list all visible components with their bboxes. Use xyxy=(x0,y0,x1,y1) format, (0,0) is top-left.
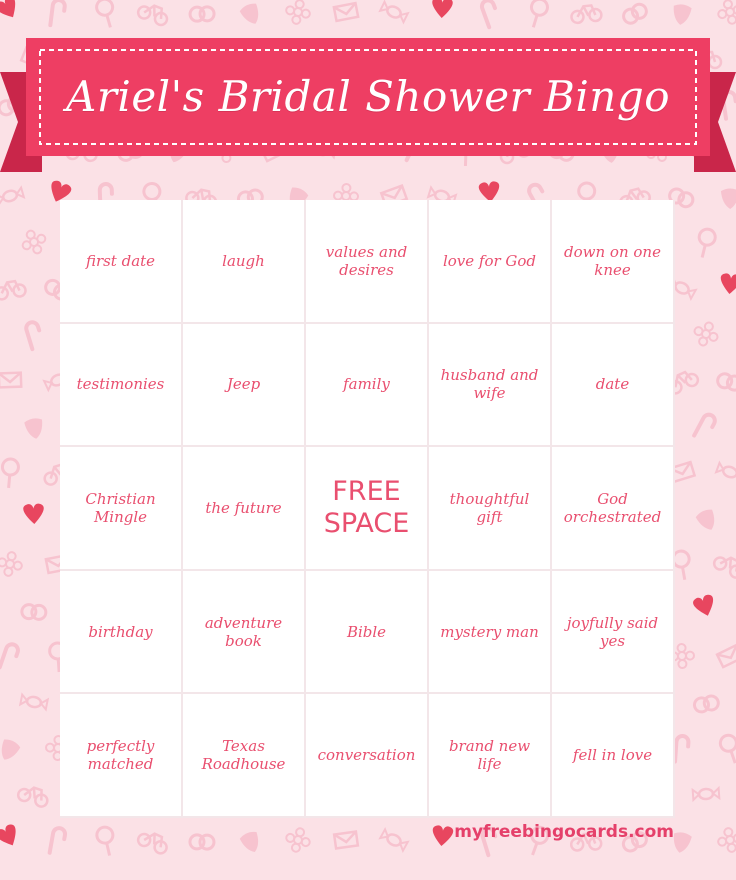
flower-icon xyxy=(690,318,721,349)
bingo-cell[interactable] xyxy=(183,447,304,569)
candy-cane-icon xyxy=(50,827,66,855)
flower-icon xyxy=(284,0,312,26)
flower-icon xyxy=(716,826,736,854)
site-link[interactable]: myfreebingocards.com xyxy=(454,822,674,842)
heart-icon xyxy=(0,0,22,22)
bicycle-icon xyxy=(712,552,736,580)
cell-label: Texas Roadhouse xyxy=(201,737,286,774)
wrapped-candy-icon xyxy=(0,188,24,205)
free-space-label: FREE SPACE xyxy=(323,475,410,539)
cell-label: God orchestrated xyxy=(563,489,662,526)
bingo-cell[interactable] xyxy=(306,324,427,446)
candy-cane-icon xyxy=(480,0,500,27)
bingo-cell[interactable] xyxy=(429,694,550,816)
envelope-icon xyxy=(334,3,358,21)
cell-label: testimonies xyxy=(76,375,165,394)
cell-label: perfectly matched xyxy=(86,737,155,774)
bingo-cell[interactable] xyxy=(429,447,550,569)
bingo-cell[interactable] xyxy=(60,200,181,322)
cell-label: Christian Mingle xyxy=(85,489,156,526)
candy-cane-icon xyxy=(675,736,689,763)
heart-icon xyxy=(23,503,45,524)
rings-icon xyxy=(190,835,214,849)
cell-label: conversation xyxy=(317,746,416,765)
bicycle-icon xyxy=(570,4,602,23)
candy-cane-icon xyxy=(694,413,717,442)
lollipop-icon xyxy=(694,227,717,259)
bingo-cell[interactable] xyxy=(60,324,181,446)
bingo-cell[interactable] xyxy=(306,571,427,693)
rings-icon xyxy=(21,604,46,620)
heart-icon xyxy=(719,273,736,295)
wrapped-candy-icon xyxy=(20,695,47,710)
wrapped-candy-icon xyxy=(716,463,736,481)
bingo-cell[interactable] xyxy=(306,200,427,322)
bingo-cell[interactable] xyxy=(183,200,304,322)
lollipop-icon xyxy=(1,458,19,488)
strawberry-icon xyxy=(239,830,263,856)
cell-label: husband and wife xyxy=(440,366,539,403)
cell-label: love for God xyxy=(442,251,537,270)
lollipop-icon xyxy=(95,826,117,858)
heart-icon xyxy=(431,0,453,19)
cell-label: thoughtful gift xyxy=(449,489,530,526)
strawberry-icon xyxy=(695,507,720,533)
cell-label: laugh xyxy=(222,251,265,270)
heart-icon xyxy=(431,825,454,847)
bingo-cell[interactable] xyxy=(552,694,673,816)
bingo-cell[interactable] xyxy=(429,324,550,446)
rings-icon xyxy=(190,7,214,22)
candy-cane-icon xyxy=(0,643,20,671)
strawberry-icon xyxy=(24,417,45,440)
wrapped-candy-icon xyxy=(380,2,408,22)
flower-icon xyxy=(715,0,736,27)
flower-icon xyxy=(283,825,312,854)
cell-label: brand new life xyxy=(448,737,531,774)
cell-label: family xyxy=(343,375,390,394)
page-title: Ariel's Bridal Shower Bingo xyxy=(65,72,671,121)
strawberry-icon xyxy=(239,1,264,27)
cell-label: mystery man xyxy=(440,622,539,641)
flower-icon xyxy=(18,226,50,258)
bingo-cell[interactable] xyxy=(552,324,673,446)
wrapped-candy-icon xyxy=(693,788,720,800)
bicycle-icon xyxy=(136,1,170,27)
envelope-icon xyxy=(334,832,358,849)
bingo-cell[interactable] xyxy=(60,571,181,693)
cell-label: joyfully said yes xyxy=(566,613,659,650)
lollipop-icon xyxy=(718,733,736,766)
bicycle-icon xyxy=(136,828,170,855)
bingo-cell[interactable] xyxy=(60,447,181,569)
bingo-cell[interactable] xyxy=(552,200,673,322)
bingo-cell[interactable] xyxy=(60,694,181,816)
candy-cane-icon xyxy=(25,321,44,349)
rings-icon xyxy=(693,695,719,713)
cell-label: values and desires xyxy=(325,242,408,279)
bingo-board xyxy=(60,200,675,818)
cell-label: date xyxy=(595,375,630,394)
bingo-cell[interactable] xyxy=(183,324,304,446)
bingo-cell[interactable] xyxy=(429,571,550,693)
cell-label: Bible xyxy=(346,622,387,641)
free-space-cell[interactable] xyxy=(306,447,427,569)
bingo-cell[interactable] xyxy=(306,694,427,816)
bingo-cell[interactable] xyxy=(183,694,304,816)
bingo-cell[interactable] xyxy=(552,447,673,569)
bingo-cell[interactable] xyxy=(183,571,304,693)
lollipop-icon xyxy=(526,0,550,30)
bicycle-icon xyxy=(0,280,26,300)
cell-label: fell in love xyxy=(572,746,653,765)
strawberry-icon xyxy=(671,3,692,26)
flower-icon xyxy=(0,550,24,578)
heart-icon xyxy=(692,593,718,619)
envelope-icon xyxy=(0,373,21,388)
heart-icon xyxy=(0,823,22,850)
strawberry-icon xyxy=(0,737,21,763)
bicycle-icon xyxy=(17,784,50,808)
envelope-icon xyxy=(717,645,736,667)
strawberry-icon xyxy=(721,188,736,209)
rings-icon xyxy=(621,2,649,26)
cell-label: Jeep xyxy=(226,375,261,394)
cell-label: first date xyxy=(85,251,156,270)
lollipop-icon xyxy=(95,0,118,30)
wrapped-candy-icon xyxy=(380,829,408,850)
cell-label: the future xyxy=(205,498,282,517)
candy-cane-icon xyxy=(50,0,65,27)
cell-label: birthday xyxy=(88,622,153,641)
rings-icon xyxy=(716,372,736,391)
cell-label: down on one knee xyxy=(564,242,661,279)
bingo-cell[interactable] xyxy=(552,571,673,693)
bingo-cell[interactable] xyxy=(429,200,550,322)
cell-label: adventure book xyxy=(204,613,283,650)
